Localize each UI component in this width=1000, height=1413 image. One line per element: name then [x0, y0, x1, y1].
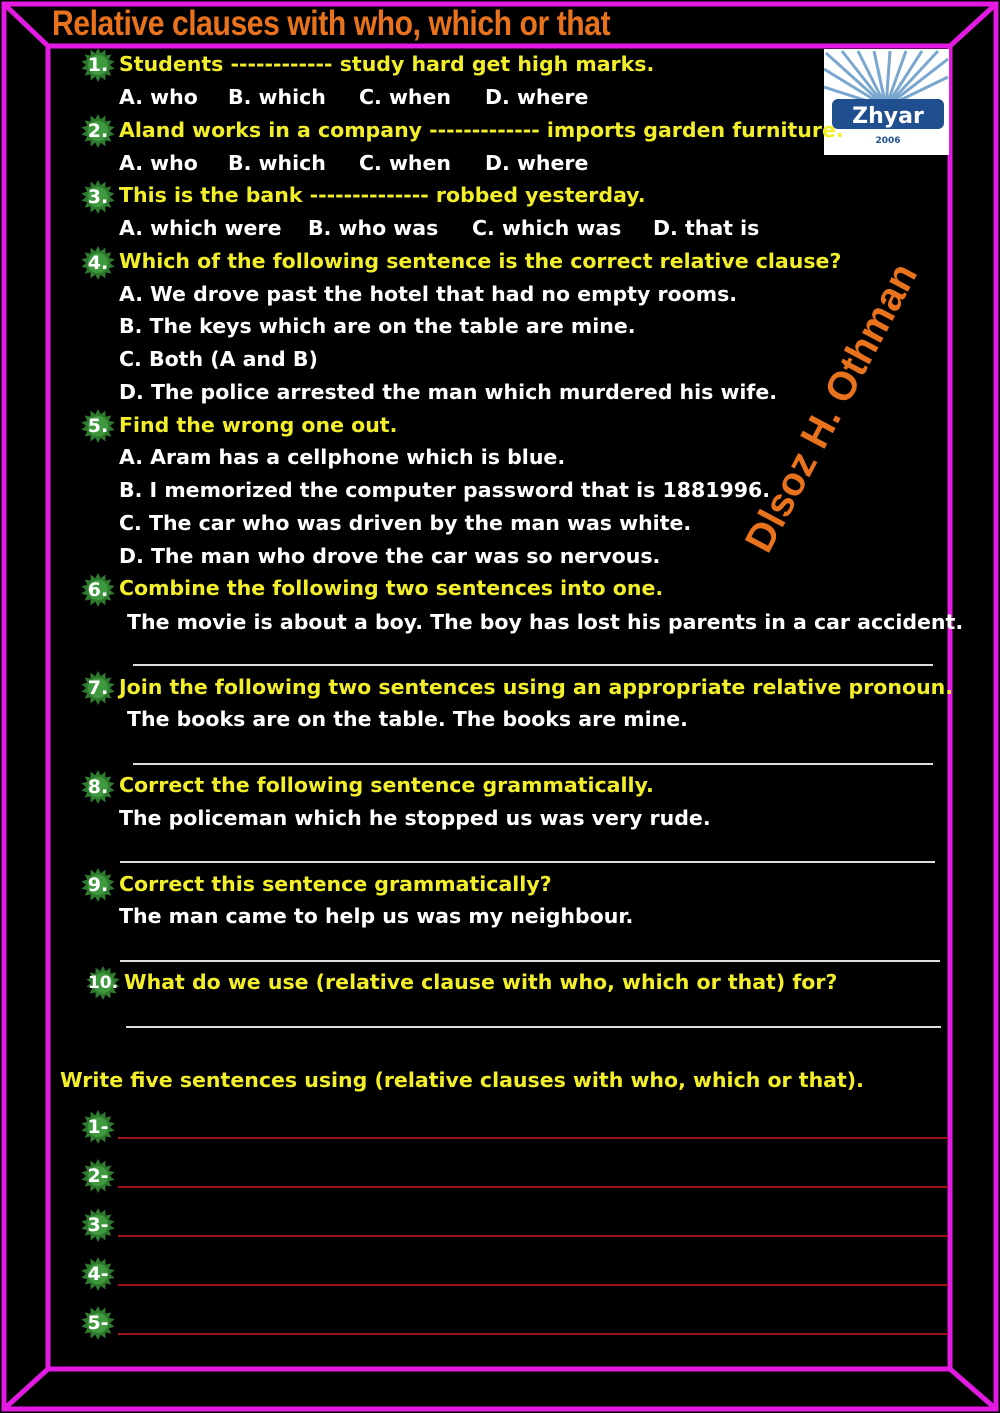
option-c[interactable]: C. when	[359, 151, 451, 175]
option-c[interactable]: C. The car who was driven by the man was white.	[119, 511, 692, 535]
option-a[interactable]: A. who	[119, 151, 198, 175]
question-3-options	[119, 214, 759, 242]
answer-line-10[interactable]	[126, 1026, 941, 1028]
question-8-text: Correct the following sentence grammatically.	[119, 773, 654, 797]
author-name: Dlsoz H. Othman	[737, 256, 927, 560]
svg-text:Zhyar: Zhyar	[852, 104, 924, 129]
question-number-badge: 5.	[81, 409, 115, 443]
option-d[interactable]: D. The police arrested the man which murdered his wife.	[119, 380, 778, 404]
question-5-text: Find the wrong one out.	[119, 413, 398, 437]
write-line-5[interactable]	[118, 1333, 948, 1335]
option-b[interactable]: B. who was	[308, 216, 439, 240]
option-a[interactable]: A. Aram has a cellphone which is blue.	[119, 445, 566, 469]
write-line-1[interactable]	[118, 1137, 948, 1139]
option-c[interactable]: C. which was	[472, 216, 622, 240]
question-number-badge: 10.	[86, 966, 120, 1000]
question-10-text: What do we use (relative clause with who, which or that) for?	[124, 970, 838, 994]
question-1-text: Students ------------ study hard get high marks.	[119, 52, 655, 76]
question-8-sentence: The policeman which he stopped us was very rude.	[119, 806, 711, 830]
question-2-text: Aland works in a company ------------- imports garden furniture.	[119, 118, 844, 142]
question-9-sentence: The man came to help us was my neighbour.	[119, 904, 634, 928]
question-number-badge: 4.	[81, 246, 115, 280]
sentence-number-badge: 4-	[81, 1257, 115, 1291]
question-6-text: Combine the following two sentences into one.	[119, 576, 664, 600]
question-7-sentence: The books are on the table. The books are mine.	[127, 707, 688, 731]
sentence-number-badge: 3-	[81, 1208, 115, 1242]
answer-line-7[interactable]	[133, 763, 933, 765]
question-6-sentence: The movie is about a boy. The boy has lost his parents in a car accident.	[127, 610, 964, 634]
question-9-text: Correct this sentence grammatically?	[119, 872, 552, 896]
question-1-options	[119, 83, 588, 111]
question-2-options	[119, 149, 588, 177]
question-number-badge: 9.	[81, 868, 115, 902]
question-number-badge: 3.	[81, 180, 115, 214]
option-a[interactable]: A. who	[119, 85, 198, 109]
page-title: Relative clauses with who, which or that	[52, 4, 611, 43]
answer-line-9[interactable]	[120, 960, 940, 962]
option-c[interactable]: C. when	[359, 85, 451, 109]
option-d[interactable]: D. where	[485, 85, 589, 109]
sentence-number-badge: 5-	[81, 1306, 115, 1340]
question-7-text: Join the following two sentences using an appropriate relative pronoun.	[119, 675, 954, 699]
option-a[interactable]: A. which were	[119, 216, 282, 240]
question-number-badge: 1.	[81, 48, 115, 82]
option-b[interactable]: B. which	[228, 85, 326, 109]
option-c[interactable]: C. Both (A and B)	[119, 347, 318, 371]
sentence-number-badge: 1-	[81, 1110, 115, 1144]
write-line-2[interactable]	[118, 1186, 948, 1188]
question-3-text: This is the bank -------------- robbed yesterday.	[119, 183, 646, 207]
question-number-badge: 8.	[81, 770, 115, 804]
sentence-number-badge: 2-	[81, 1159, 115, 1193]
question-number-badge: 7.	[81, 671, 115, 705]
option-d[interactable]: D. The man who drove the car was so nervous.	[119, 544, 661, 568]
option-d[interactable]: D. where	[485, 151, 589, 175]
question-number-badge: 2.	[81, 114, 115, 148]
write-line-3[interactable]	[118, 1235, 948, 1237]
write-line-4[interactable]	[118, 1284, 948, 1286]
option-d[interactable]: D. that is	[653, 216, 760, 240]
write-section-heading: Write five sentences using (relative clauses with who, which or that).	[60, 1068, 864, 1092]
svg-text:2006: 2006	[875, 136, 901, 146]
option-b[interactable]: B. I memorized the computer password that is 1881996.	[119, 478, 771, 502]
option-a[interactable]: A. We drove past the hotel that had no empty rooms.	[119, 282, 738, 306]
question-number-badge: 6.	[81, 573, 115, 607]
answer-line-6[interactable]	[133, 664, 933, 666]
question-4-text: Which of the following sentence is the correct relative clause?	[119, 249, 842, 273]
option-b[interactable]: B. The keys which are on the table are mine.	[119, 314, 636, 338]
answer-line-8[interactable]	[120, 861, 935, 863]
option-b[interactable]: B. which	[228, 151, 326, 175]
